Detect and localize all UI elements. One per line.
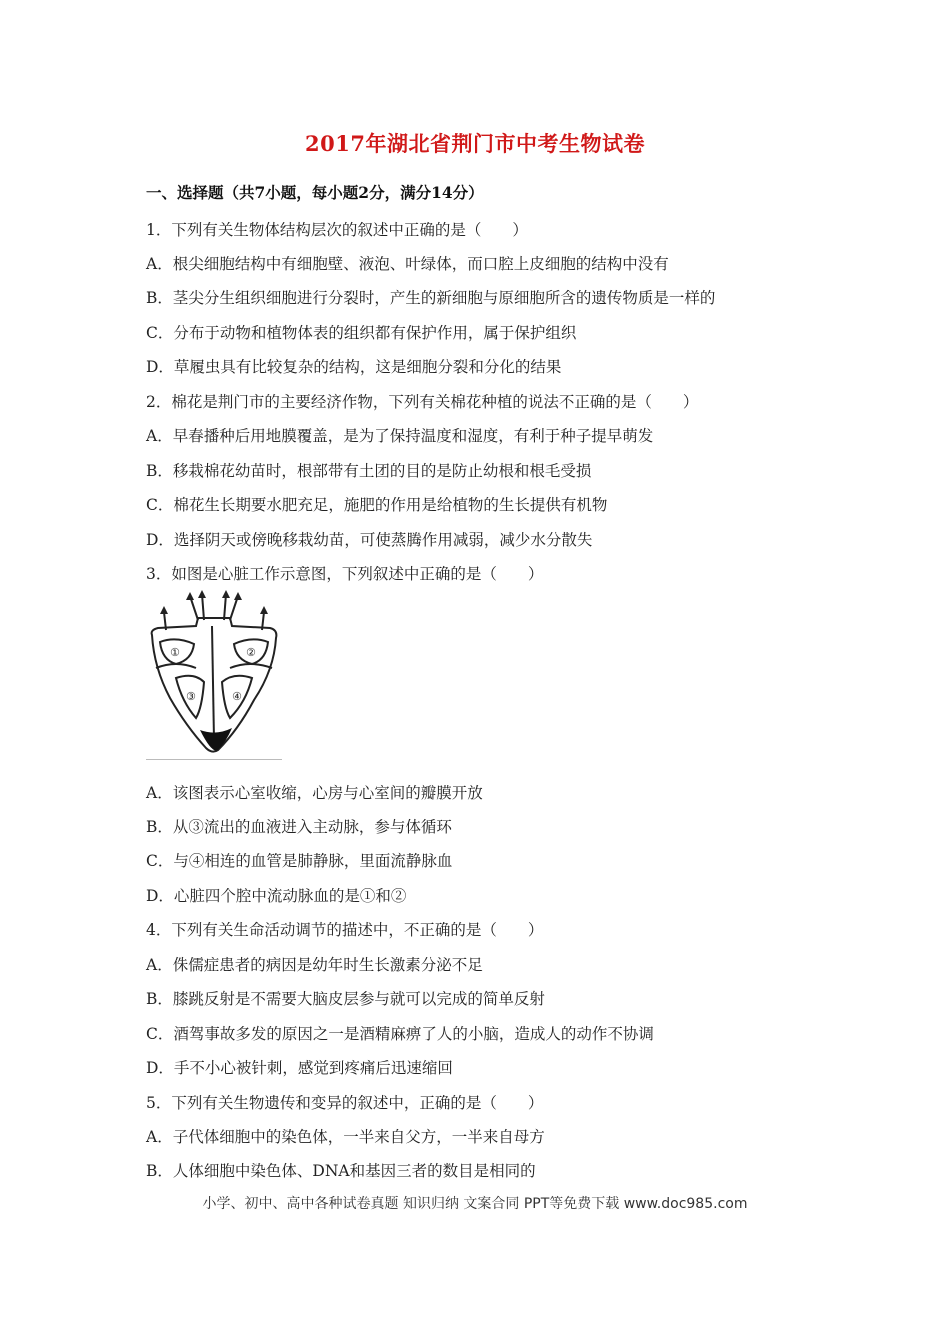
page-footer: 小学、初中、高中各种试卷真题 知识归纳 文案合同 PPT等免费下载 www.doc985.com xyxy=(202,1196,748,1212)
label-3: ③ xyxy=(186,690,196,703)
option-2c: C．棉花生长期要水肥充足，施肥的作用是给植物的生长提供有机物 xyxy=(146,496,608,514)
option-5b: B．人体细胞中染色体、DNA和基因三者的数目是相同的 xyxy=(146,1162,536,1180)
label-1: ① xyxy=(170,646,180,659)
question-1: 1．下列有关生物体结构层次的叙述中正确的是（ ） xyxy=(146,221,528,239)
section-heading: 一、选择题（共7小题，每小题2分，满分14分） xyxy=(146,183,484,202)
question-3: 3．如图是心脏工作示意图，下列叙述中正确的是（ ） xyxy=(146,565,544,583)
option-4a: A．侏儒症患者的病因是幼年时生长激素分泌不足 xyxy=(146,956,483,974)
label-2: ② xyxy=(246,646,256,659)
figure-divider xyxy=(146,759,282,760)
option-1b: B．茎尖分生组织细胞进行分裂时，产生的新细胞与原细胞所含的遗传物质是一样的 xyxy=(146,289,716,307)
label-4: ④ xyxy=(232,690,242,703)
option-4b: B．膝跳反射是不需要大脑皮层参与就可以完成的简单反射 xyxy=(146,990,545,1008)
option-3d: D．心脏四个腔中流动脉血的是①和② xyxy=(146,887,407,905)
question-4: 4．下列有关生命活动调节的描述中，不正确的是（ ） xyxy=(146,921,544,939)
option-1c: C．分布于动物和植物体表的组织都有保护作用，属于保护组织 xyxy=(146,324,577,342)
option-3a: A．该图表示心室收缩，心房与心室间的瓣膜开放 xyxy=(146,784,483,802)
option-4d: D．手不小心被针刺，感觉到疼痛后迅速缩回 xyxy=(146,1059,453,1077)
question-2: 2．棉花是荆门市的主要经济作物，下列有关棉花种植的说法不正确的是（ ） xyxy=(146,393,699,411)
question-5: 5．下列有关生物遗传和变异的叙述中，正确的是（ ） xyxy=(146,1094,544,1112)
option-3b: B．从③流出的血液进入主动脉，参与体循环 xyxy=(146,818,452,836)
option-2d: D．选择阴天或傍晚移栽幼苗，可使蒸腾作用减弱，减少水分散失 xyxy=(146,531,593,549)
heart-diagram xyxy=(146,590,282,760)
option-3c: C．与④相连的血管是肺静脉，里面流静脉血 xyxy=(146,852,453,870)
option-1a: A．根尖细胞结构中有细胞壁、液泡、叶绿体，而口腔上皮细胞的结构中没有 xyxy=(146,255,669,273)
option-2b: B．移栽棉花幼苗时，根部带有土团的目的是防止幼根和根毛受损 xyxy=(146,462,592,480)
option-4c: C．酒驾事故多发的原因之一是酒精麻痹了人的小脑，造成人的动作不协调 xyxy=(146,1025,654,1043)
document-title: 2017年湖北省荆门市中考生物试卷 xyxy=(305,131,645,156)
option-1d: D．草履虫具有比较复杂的结构，这是细胞分裂和分化的结果 xyxy=(146,358,562,376)
option-5a: A．子代体细胞中的染色体，一半来自父方，一半来自母方 xyxy=(146,1128,545,1146)
option-2a: A．早春播种后用地膜覆盖，是为了保持温度和湿度，有利于种子提早萌发 xyxy=(146,427,654,445)
